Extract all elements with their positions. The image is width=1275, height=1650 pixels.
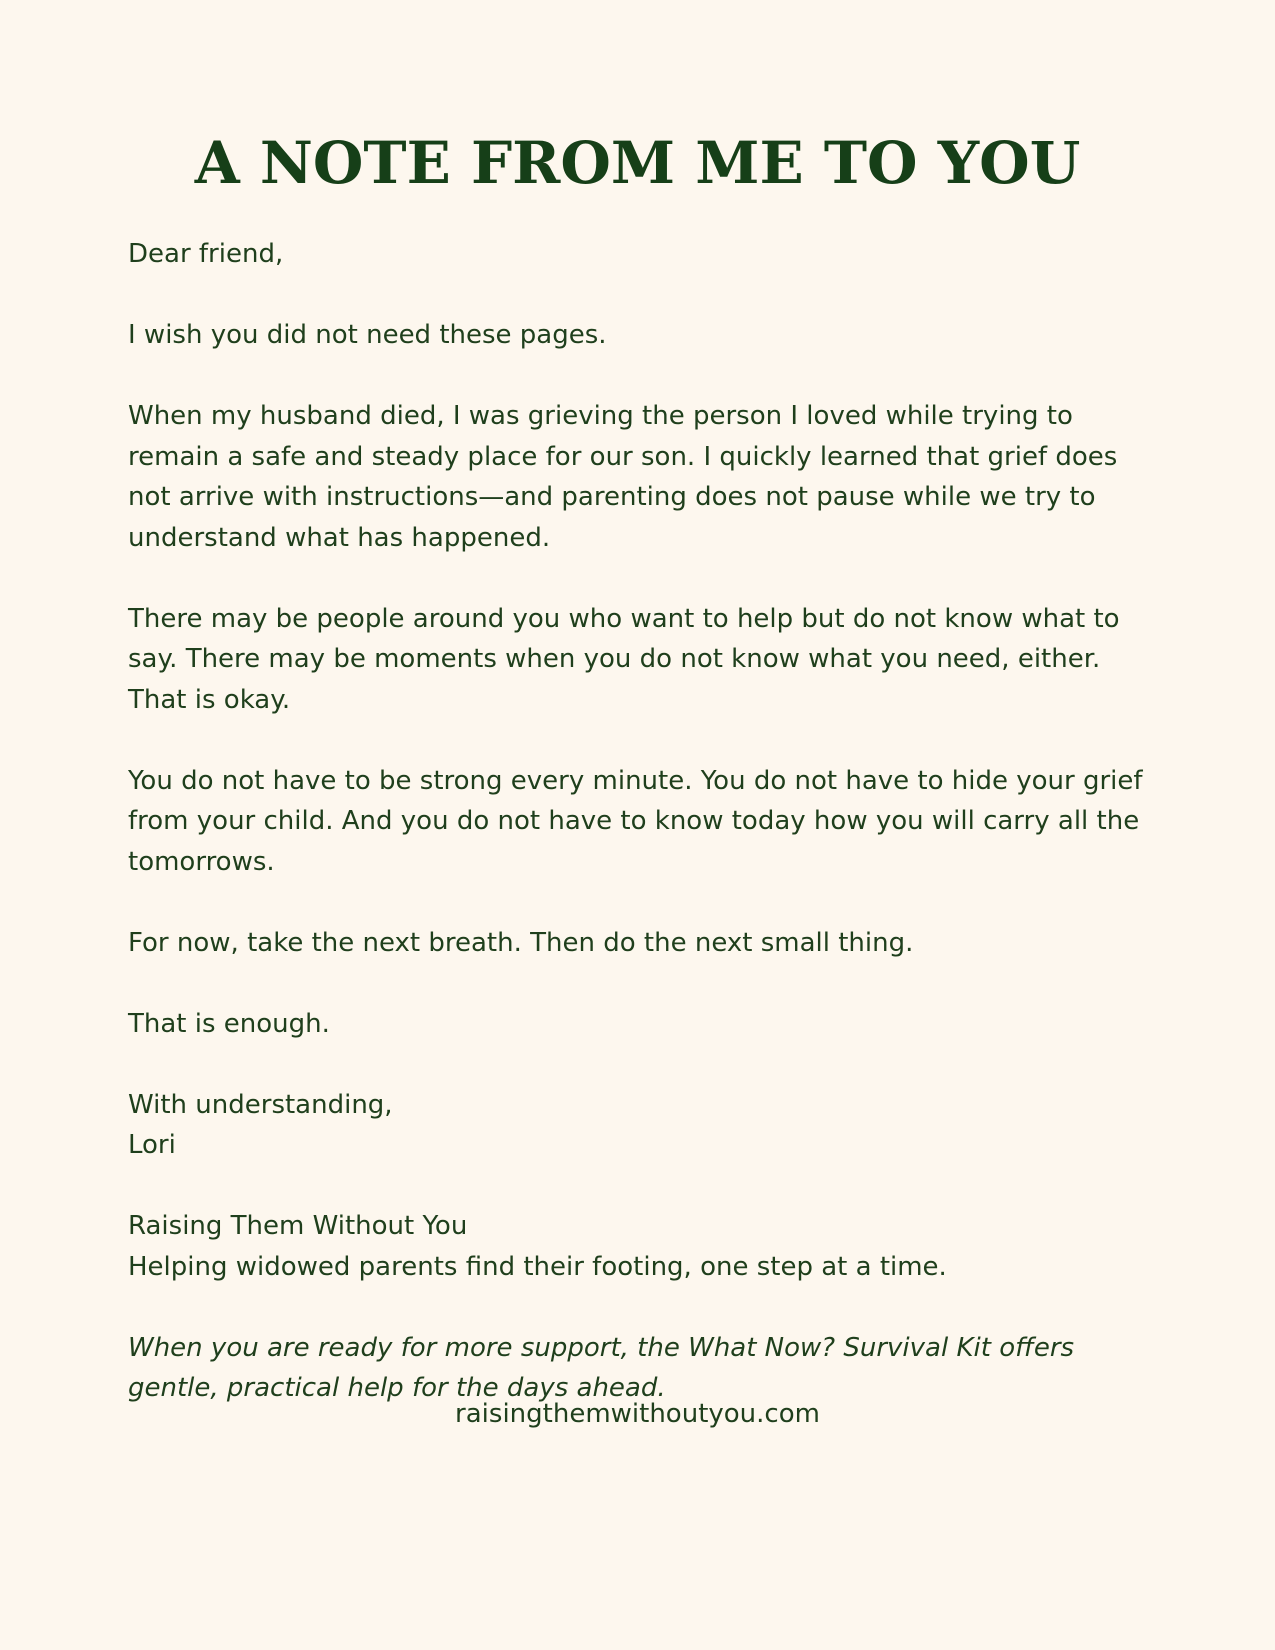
- paragraph-4: You do not have to be strong every minute. You do not have to hide your grief from your child. And you do not have to know today how you will carry all the tomorrows.: [128, 765, 1143, 877]
- brand-name: Raising Them Without You: [128, 1211, 468, 1241]
- page-title: A NOTE FROM ME TO YOU: [194, 129, 1081, 197]
- closing: With understanding,: [128, 1089, 393, 1120]
- sign-off: [128, 1085, 1158, 1166]
- paragraph-5: For now, take the next breath. Then do the next small thing.: [128, 927, 914, 958]
- paragraph-3: There may be people around you who want to help but do not know what to say. There may be moments when you do not know what you need, either. That is okay.: [128, 603, 1120, 715]
- signature: Lori: [128, 1130, 176, 1160]
- paragraph-2: When my husband died, I was grieving the person I loved while trying to remain a safe and steady place for our son. I quickly learned that grief does not arrive with instructions—and parenting does not pause while we try to understand what has happened.: [128, 401, 1118, 553]
- salutation: Dear friend,: [128, 239, 284, 269]
- paragraph-6: That is enough.: [128, 1008, 330, 1039]
- paragraph-1: I wish you did not need these pages.: [128, 320, 607, 350]
- website-link[interactable]: raisingthemwithoutyou.com: [455, 1399, 820, 1429]
- letter-body: [128, 234, 1158, 1449]
- cta-note: When you are ready for more support, the What Now? Survival Kit offers gentle, practical help for the days ahead.: [128, 1332, 1075, 1403]
- brand-tagline: Helping widowed parents find their footing, one step at a time.: [128, 1251, 947, 1282]
- brand-block: [128, 1206, 1158, 1287]
